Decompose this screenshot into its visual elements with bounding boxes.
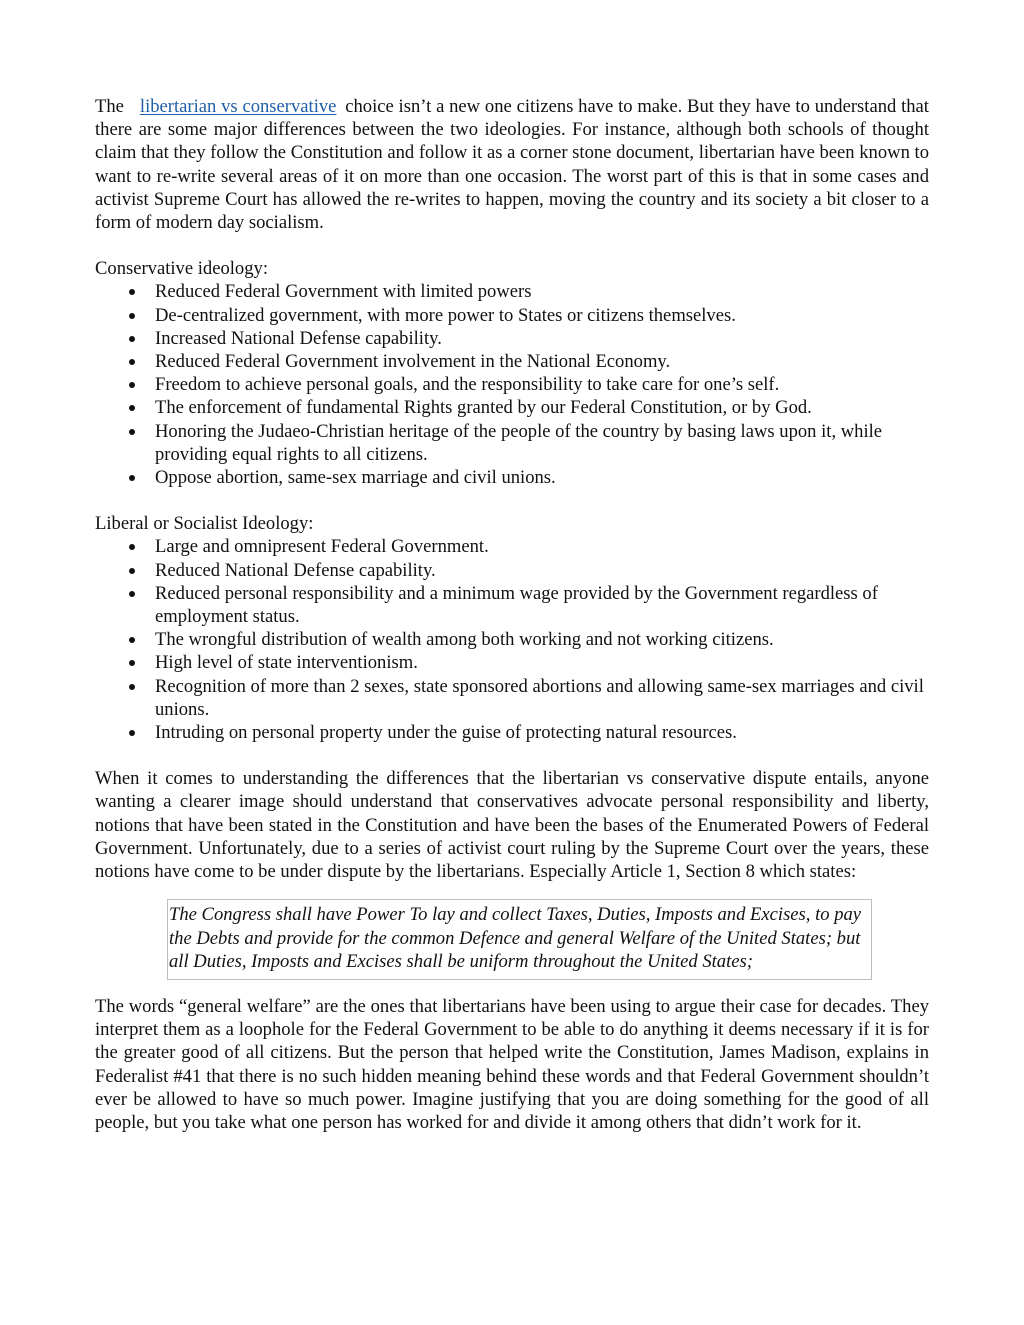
list-item: Intruding on personal property under the guise of protecting natural resources. (95, 721, 929, 744)
list-item: De-centralized government, with more power to States or citizens themselves. (95, 304, 929, 327)
document-page (95, 95, 929, 1134)
bullet-icon (129, 336, 135, 342)
liberal-heading: Liberal or Socialist Ideology: (95, 513, 314, 535)
bullet-icon (129, 544, 135, 550)
list-item: Reduced Federal Government involvement in the National Economy. (95, 350, 929, 373)
bullet-icon (129, 382, 135, 388)
bullet-icon (129, 405, 135, 411)
list-item: The wrongful distribution of wealth among both working and not working citizens. (95, 628, 929, 651)
bullet-icon (129, 429, 135, 435)
conservative-list (95, 280, 929, 489)
bullet-icon (129, 359, 135, 365)
constitution-quote (167, 899, 872, 980)
body-paragraph-3: The words “general welfare” are the ones that libertarians have been using to argue their case for decades. They interpret them as a loophole for the Federal Government to be able to do anything it deems necessary if it is for the greater good of all citizens. But the person that helped write the Constitution, James Madison, explains in Federalist #41 that there is no such hidden meaning behind these words and that Federal Government shouldn’t ever be allowed to have so much power. Imagine justifying that you are doing something for the good of all people, but you take what one person has worked for and divide it among others that didn’t work for it. (95, 995, 929, 1133)
bullet-icon (129, 475, 135, 481)
liberal-list (95, 535, 929, 744)
list-item: Oppose abortion, same-sex marriage and civil unions. (95, 466, 929, 489)
bullet-icon (129, 591, 135, 597)
list-item: Reduced Federal Government with limited powers (95, 280, 929, 303)
libertarian-vs-conservative-link[interactable]: libertarian vs conservative (139, 96, 337, 117)
bullet-icon (129, 568, 135, 574)
list-item: Reduced personal responsibility and a minimum wage provided by the Government regardless of employment status. (95, 582, 929, 628)
list-item: Freedom to achieve personal goals, and the responsibility to take care for one’s self. (95, 373, 929, 396)
intro-rest: choice isn’t a new one citizens have to make. But they have to understand that there are some major differences between the two ideologies. For instance, although both schools of thought claim that they follow the Constitution and follow it as a corner stone document, libertarian have been known to want to re-write several areas of it on more than one occasion. The worst part of this is that in some cases and activist Supreme Court has allowed the re-writes to happen, moving the country and its society a bit closer to a form of modern day socialism. (95, 96, 929, 234)
list-item: Increased National Defense capability. (95, 327, 929, 350)
bullet-icon (129, 637, 135, 643)
quote-text: The Congress shall have Power To lay and collect Taxes, Duties, Imposts and Excises, to pay the Debts and provide for the common Defence and general Welfare of the United States; but all Duties, Imposts and Excises shall be uniform throughout the United States; (169, 904, 862, 972)
list-item: Reduced National Defense capability. (95, 559, 929, 582)
bullet-icon (129, 313, 135, 319)
bullet-icon (129, 730, 135, 736)
bullet-icon (129, 684, 135, 690)
bullet-icon (129, 660, 135, 666)
list-item: Recognition of more than 2 sexes, state sponsored abortions and allowing same-sex marriages and civil unions. (95, 675, 929, 721)
list-item: Honoring the Judaeo-Christian heritage of the people of the country by basing laws upon it, while providing equal rights to all citizens. (95, 420, 929, 466)
bullet-icon (129, 289, 135, 295)
conservative-heading: Conservative ideology: (95, 258, 268, 280)
intro-lead: The (95, 96, 124, 117)
intro-paragraph (95, 95, 929, 234)
list-item: The enforcement of fundamental Rights granted by our Federal Constitution, or by God. (95, 396, 929, 419)
list-item: Large and omnipresent Federal Government. (95, 535, 929, 558)
body-paragraph-2: When it comes to understanding the differences that the libertarian vs conservative dispute entails, anyone wanting a clearer image should understand that conservatives advocate personal responsibility and liberty, notions that have been stated in the Constitution and have been the bases of the Enumerated Powers of Federal Government. Unfortunately, due to a series of activist court ruling by the Supreme Court over the years, these notions have come to be under dispute by the libertarians. Especially Article 1, Section 8 which states: (95, 768, 929, 883)
list-item: High level of state interventionism. (95, 651, 929, 674)
